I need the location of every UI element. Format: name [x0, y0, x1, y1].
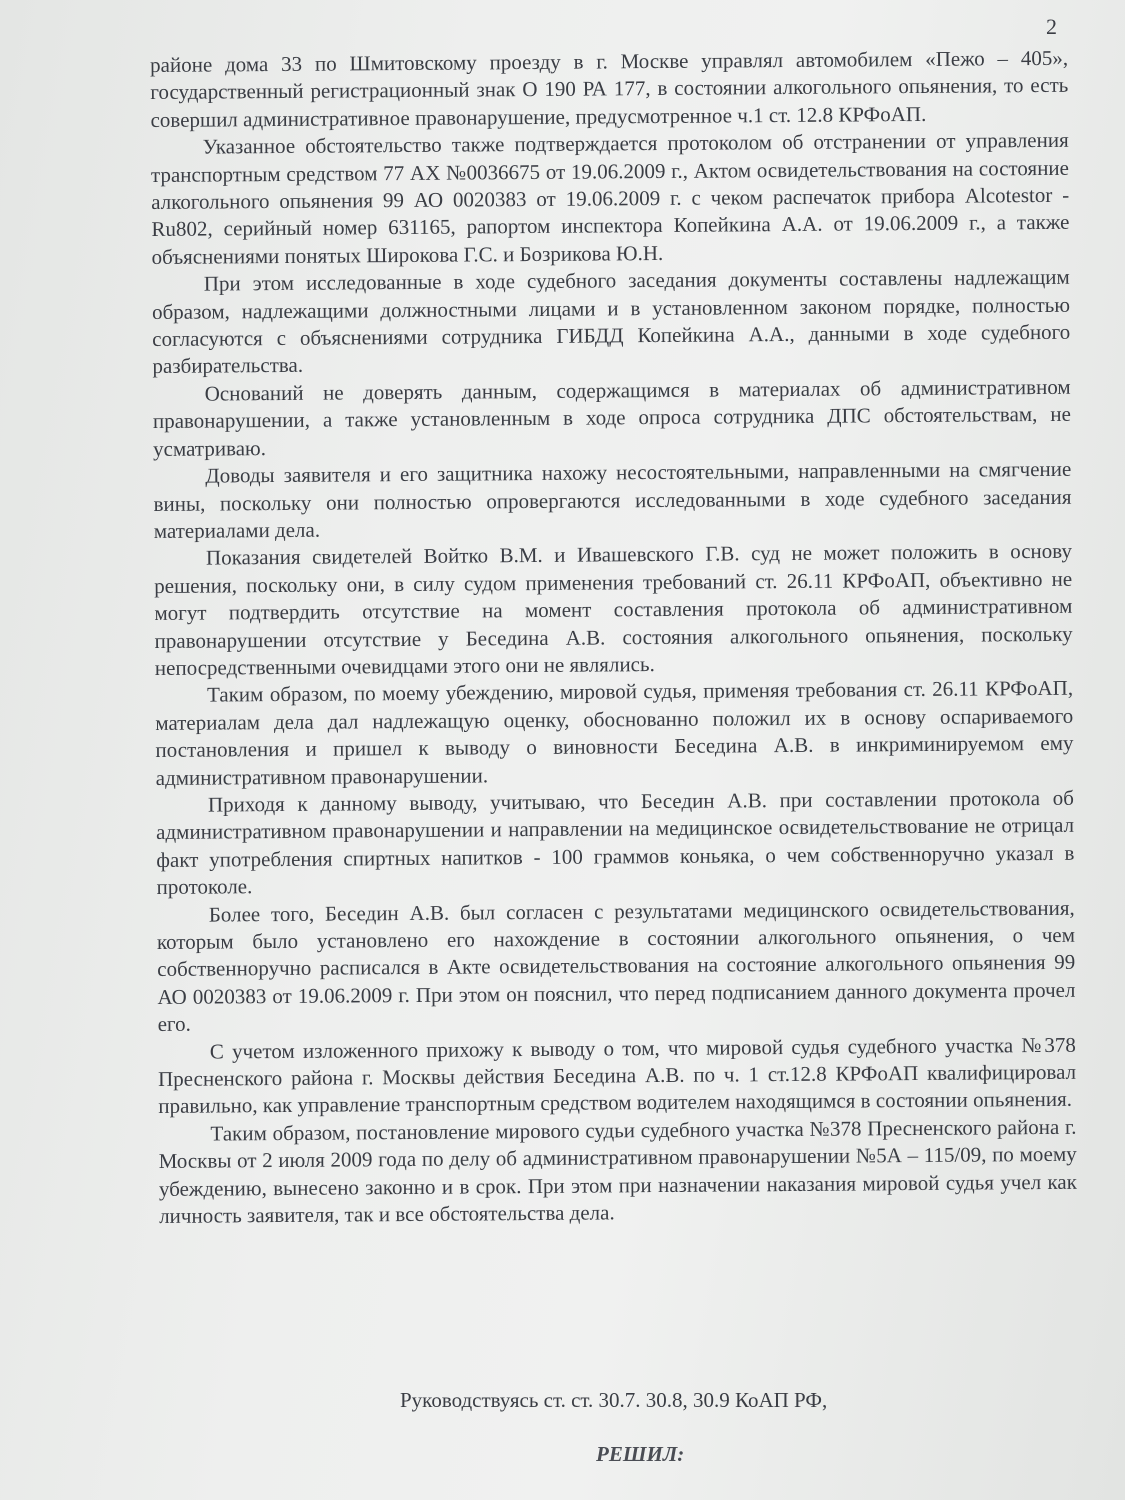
paragraph-qualification: С учетом изложенного прихожу к выводу о том, что мировой судья судебного участка №378 Пресненского района г. Москвы действия Беседина А.В. по ч. 1 ст.12.8 КРФоАП квалифицировал правильно, как управление транспортным средством водителем находящимся в состоянии опьянения. — [157, 1032, 1077, 1119]
paragraph-evidence: Указанное обстоятельство также подтверждается протоколом об отстранении от управления транспортным средством 77 АХ №0036675 от 19.06.2009 г., Актом освидетельствования на состояние алкогольного опьянения 99 АО 0020383 от 19.06.2009 г. с чеком распечаток прибора Alcotestor - Ru802, серийный номер 631165, рапортом инспектора Копейкина А.А. от 19.06.2009 г., а также объяснениями понятых Широкова Г.С. и Бозрикова Ю.Н. — [150, 128, 1070, 269]
paragraph-witnesses: Показания свидетелей Войтко В.М. и Ивашевского Г.В. суд не может положить в основу решения, поскольку они, в силу судом применения требований ст. 26.11 КРФоАП, объективно не могут подтвердить отсутствие на момент составления протокола об административном правонарушении отсутствие у Беседина А.В. состояния алкогольного опьянения, поскольку непосредственными очевидцами этого они не являлись. — [154, 539, 1073, 680]
paragraph-conclusion: Таким образом, по моему убеждению, мировой судья, применяя требования ст. 26.11 КРФоАП, материалам дела дал надлежащую оценку, обоснованно положил их в основу оспариваемого постановления и пришел к выводу о виновности Беседина А.В. в инкриминируемом ему административном правонарушении. — [155, 676, 1074, 790]
paragraph-trust: Оснований не доверять данным, содержащимся в материалах об административном правонарушении, а также установленным в ходе опроса сотрудника ДПС обстоятельствам, не усматриваю. — [152, 374, 1071, 461]
paragraph-medical: Более того, Беседин А.В. был согласен с результатами медицинского освидетельствования, которым было установлено его нахождение в состоянии алкогольного опьянения, о чем собственноручно расписался в Акте освидетельствования на состояние алкогольного опьянения 99 АО 0020383 от 19.06.2009 г. При этом он пояснил, что перед подписанием данного документа прочел его. — [156, 895, 1076, 1037]
paragraph-documents: При этом исследованные в ходе судебного заседания документы составлены надлежащим образом, надлежащими должностными лицами и в установленном законом порядке, полностью согласуются с объяснениями сотрудника ГИБДД Копейкина А.А., данными в ходе судебного разбирательства. — [151, 265, 1071, 379]
page-number: 2 — [1046, 14, 1057, 39]
paragraph-admission: Приходя к данному выводу, учитываю, что Беседин А.В. при составлении протокола об административном правонарушении и направлении на медицинское освидетельствование не отрицал факт употребления спиртных напитков - 100 граммов коньяка, о чем собственноручно указал в протоколе. — [156, 785, 1075, 900]
paragraph-arguments: Доводы заявителя и его защитника нахожу несостоятельными, направленными на смягчение вины, поскольку они полностью опровергаются исследованными в ходе судебного заседания материалами дела. — [153, 456, 1072, 543]
closing-line: Руководствуясь ст. ст. 30.7. 30.8, 30.9 КоАП РФ, — [400, 1388, 828, 1412]
paragraph-continuation: районе дома 33 по Шмитовскому проезду в г. Москве управлял автомобилем «Пежо – 405», государственный регистрационный знак О 190 РА 177, в состоянии алкогольного опьянения, то есть совершил административное правонарушение, предусмотренное ч.1 ст. 12.8 КРФоАП. — [150, 45, 1069, 132]
paragraph-ruling-summary: Таким образом, постановление мирового судьи судебного участка №378 Пресненского района г. Москвы от 2 июля 2009 года по делу об административном правонарушении №5А – 115/09, по моему убеждению, вынесено законно и в срок. При этом при назначении наказания мировой судья учел как личность заявителя, так и все обстоятельства дела. — [158, 1114, 1077, 1229]
document-body — [150, 45, 1077, 1231]
decision-heading: РЕШИЛ: — [596, 1442, 685, 1466]
